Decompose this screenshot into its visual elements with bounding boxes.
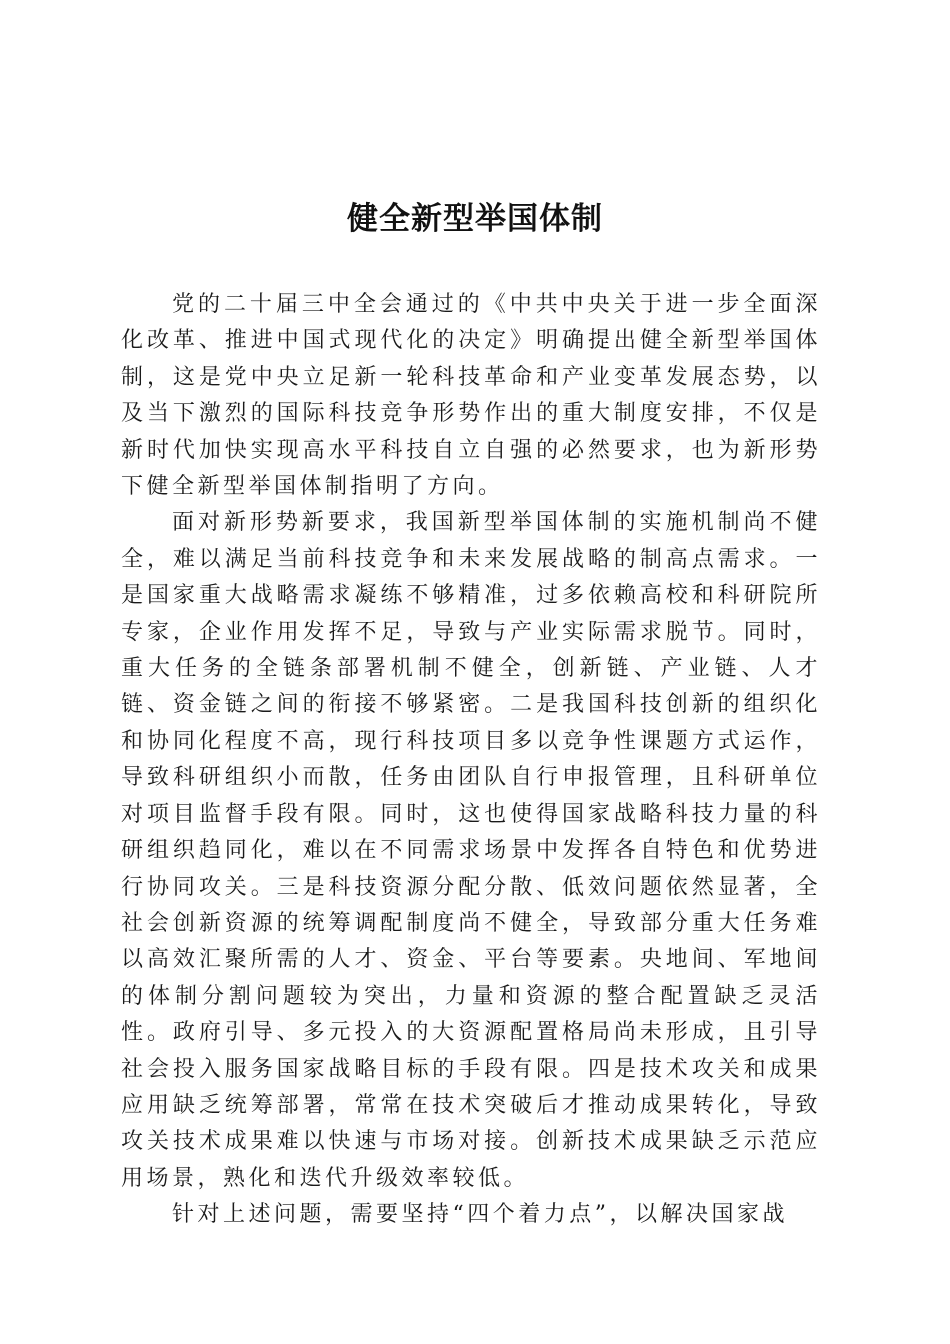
document-body <box>121 287 821 1234</box>
document-title: 健全新型举国体制 <box>347 201 603 237</box>
paragraph-3: 针对上述问题，需要坚持“四个着力点”，以解决国家战 <box>172 1202 788 1228</box>
paragraph-1: 党的二十届三中全会通过的《中共中央关于进一步全面深化改革、推进中国式现代化的决定》明确提出健全新型举国体制，这是党中央立足新一轮科技革命和产业变革发展态势，以及当下激烈的国际科技竞争形势作出的重大制度安排，不仅是新时代加快实现高水平科技自立自强的必然要求，也为新形势下健全新型举国体制指明了方向。 <box>121 292 821 500</box>
paragraph-2: 面对新形势新要求，我国新型举国体制的实施机制尚不健全，难以满足当前科技竞争和未来发展战略的制高点需求。一是国家重大战略需求凝练不够精准，过多依赖高校和科研院所专家，企业作用发挥不足，导致与产业实际需求脱节。同时，重大任务的全链条部署机制不健全，创新链、产业链、人才链、资金链之间的衔接不够紧密。二是我国科技创新的组织化和协同化程度不高，现行科技项目多以竞争性课题方式运作，导致科研组织小而散，任务由团队自行申报管理，且科研单位对项目监督手段有限。同时，这也使得国家战略科技力量的科研组织趋同化，难以在不同需求场景中发挥各自特色和优势进行协同攻关。三是科技资源分配分散、低效问题依然显著，全社会创新资源的统筹调配制度尚不健全，导致部分重大任务难以高效汇聚所需的人才、资金、平台等要素。央地间、军地间的体制分割问题较为突出，力量和资源的整合配置缺乏灵活性。政府引导、多元投入的大资源配置格局尚未形成，且引导社会投入服务国家战略目标的手段有限。四是技术攻关和成果应用缺乏统筹部署，常常在技术突破后才推动成果转化，导致攻关技术成果难以快速与市场对接。创新技术成果缺乏示范应用场景，熟化和迭代升级效率较低。 <box>121 510 821 1191</box>
